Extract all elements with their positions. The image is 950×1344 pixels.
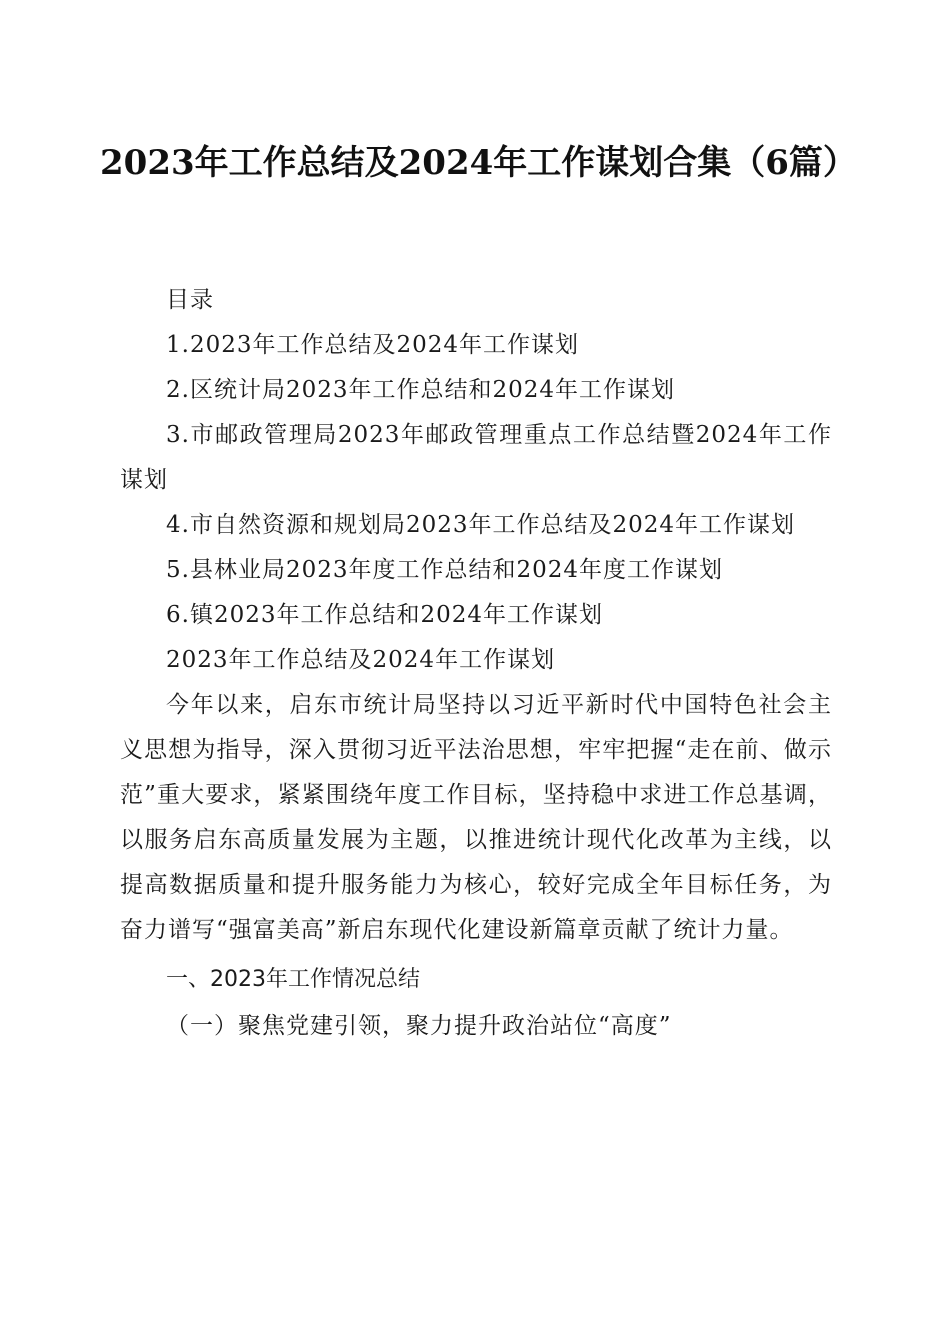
toc-item: 6.镇2023年工作总结和2024年工作谋划 — [166, 602, 604, 628]
document-body — [120, 278, 832, 1049]
document-title: 2023年工作总结及2024年工作谋划合集（6篇） — [100, 143, 857, 183]
article-title: 2023年工作总结及2024年工作谋划 — [166, 647, 556, 673]
toc-item: 4.市自然资源和规划局2023年工作总结及2024年工作谋划 — [166, 512, 796, 538]
toc-item: 1.2023年工作总结及2024年工作谋划 — [166, 332, 580, 358]
section-heading: 一、2023年工作情况总结 — [166, 967, 420, 992]
toc-label: 目录 — [166, 287, 214, 313]
intro-paragraph: 今年以来，启东市统计局坚持以习近平新时代中国特色社会主义思想为指导，深入贯彻习近平法治思想，牢牢把握“走在前、做示范”重大要求，紧紧围绕年度工作目标，坚持稳中求进工作总基调，以服务启东高质量发展为主题，以推进统计现代化改革为主线，以提高数据质量和提升服务能力为核心，较好完成全年目标任务，为奋力谱写“强富美高”新启东现代化建设新篇章贡献了统计力量。 — [120, 692, 832, 943]
toc-item: 5.县林业局2023年度工作总结和2024年度工作谋划 — [166, 557, 724, 583]
toc-item: 3.市邮政管理局2023年邮政管理重点工作总结暨2024年工作谋划 — [120, 422, 832, 493]
toc-item: 2.区统计局2023年工作总结和2024年工作谋划 — [166, 377, 676, 403]
subsection-heading: （一）聚焦党建引领，聚力提升政治站位“高度” — [166, 1013, 672, 1039]
